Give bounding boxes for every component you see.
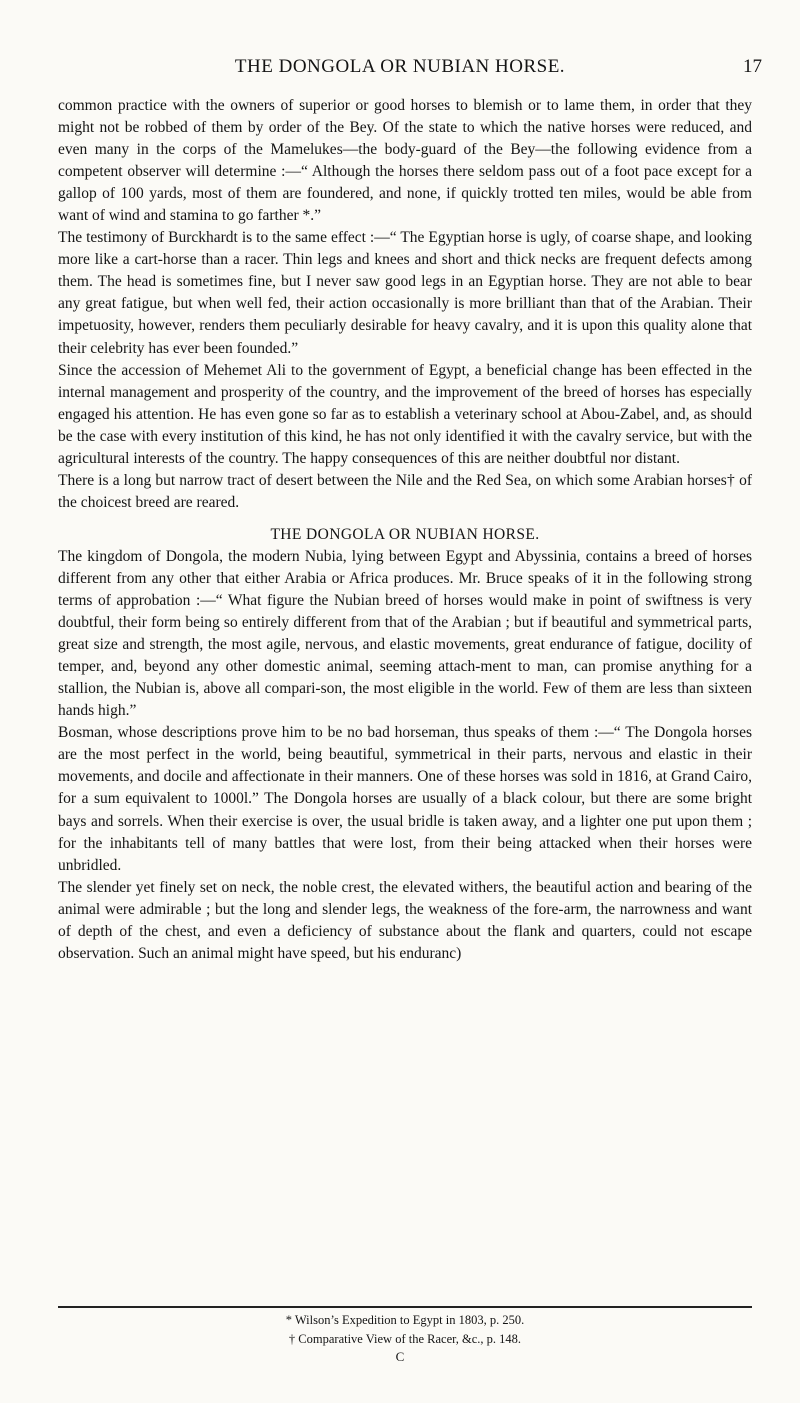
paragraph: The testimony of Burckhardt is to the same effect :—“ The Egyptian horse is ugly, of coarse shape, and looking more like a cart-horse than a racer. Thin legs and knees and short and thick necks are frequent defects among them. The head is sometimes fine, but I never saw good legs in an Egyptian horse. They are not able to bear any great fatigue, but when well fed, their action occasionally is more brilliant than that of the Arabian. Their impetuosity, however, renders them peculiarly desirable for heavy cavalry, and it is upon this quality alone that their celebrity has ever been founded.”: [58, 229, 752, 357]
paragraph: The kingdom of Dongola, the modern Nubia, lying between Egypt and Abyssinia, contains a breed of horses different from any other that either Arabia or Africa produces. Mr. Bruce speaks of it in the following strong terms of approbation :—“ What figure the Nubian breed of horses would make in point of swiftness is very doubtful, their form being so entirely different from that of the Arabian ; but if beautiful and symmetrical parts, great size and strength, the most agile, nervous, and elastic movements, great endurance of fatigue, docility of temper, and, beyond any other domestic animal, seeming attach-ment to man, can promise anything for a stallion, the Nubian is, above all compari-son, the most eligible in the world. Few of them are less than sixteen hands high.”: [58, 547, 752, 720]
footnote-rule: [58, 1306, 752, 1308]
footnote: * Wilson’s Expedition to Egypt in 1803, p. 250.: [285, 1313, 525, 1327]
signature-mark: C: [395, 1349, 405, 1364]
body-text: [58, 95, 752, 965]
paragraph: There is a long but narrow tract of desert between the Nile and the Red Sea, on which some Arabian horses† of the choicest breed are reared.: [58, 471, 752, 511]
page-number: 17: [743, 56, 762, 77]
section-heading: THE DONGOLA OR NUBIAN HORSE.: [270, 525, 540, 543]
paragraph: Since the accession of Mehemet Ali to the government of Egypt, a beneficial change has been effected in the internal management and prosperity of the country, and the improvement of the breed of horses has especially engaged his attention. He has even gone so far as to establish a veterinary school at Abou-Zabel, and, as should be the case with every institution of this kind, he has not only identified it with the cavalry service, but with the agricultural interests of the country. The happy consequences of this are neither doubtful nor distant.: [58, 361, 752, 467]
running-head: THE DONGOLA OR NUBIAN HORSE.: [234, 56, 566, 77]
footnote: † Comparative View of the Racer, &c., p. 148.: [288, 1332, 522, 1346]
paragraph: Bosman, whose descriptions prove him to be no bad horseman, thus speaks of them :—“ The Dongola horses are the most perfect in the world, being beautiful, symmetrical in their parts, nervous and elastic in their movements, and docile and affectionate in their manners. One of these horses was sold in 1816, at Grand Cairo, for a sum equivalent to 1000l.” The Dongola horses are usually of a black colour, but there are some bright bays and sorrels. When their exercise is over, the usual bridle is taken away, and a lighter one put upon them ; for the inhabitants tell of many battles that were lost, from their being attacked when their horses were unbridled.: [58, 724, 752, 874]
page-header: [0, 56, 800, 86]
paragraph: The slender yet finely set on neck, the noble crest, the elevated withers, the beautiful action and bearing of the animal were admirable ; but the long and slender legs, the weakness of the fore-arm, the narrowness and want of depth of the chest, and even a deficiency of substance about the flank and quarters, could not escape observation. Such an animal might have speed, but his enduranc): [58, 878, 752, 962]
paragraph: common practice with the owners of superior or good horses to blemish or to lame them, in order that they might not be robbed of them by order of the Bey. Of the state to which the native horses were reduced, and even many in the corps of the Mamelukes—the body-guard of the Bey—the following evidence from a competent observer will determine :—“ Although the horses there seldom pass out of a foot pace except for a gallop of 100 yards, most of them are foundered, and none, if quickly trotted ten miles, would be able from want of wind and stamina to go farther *.”: [58, 97, 752, 225]
footnotes: [58, 1311, 752, 1349]
